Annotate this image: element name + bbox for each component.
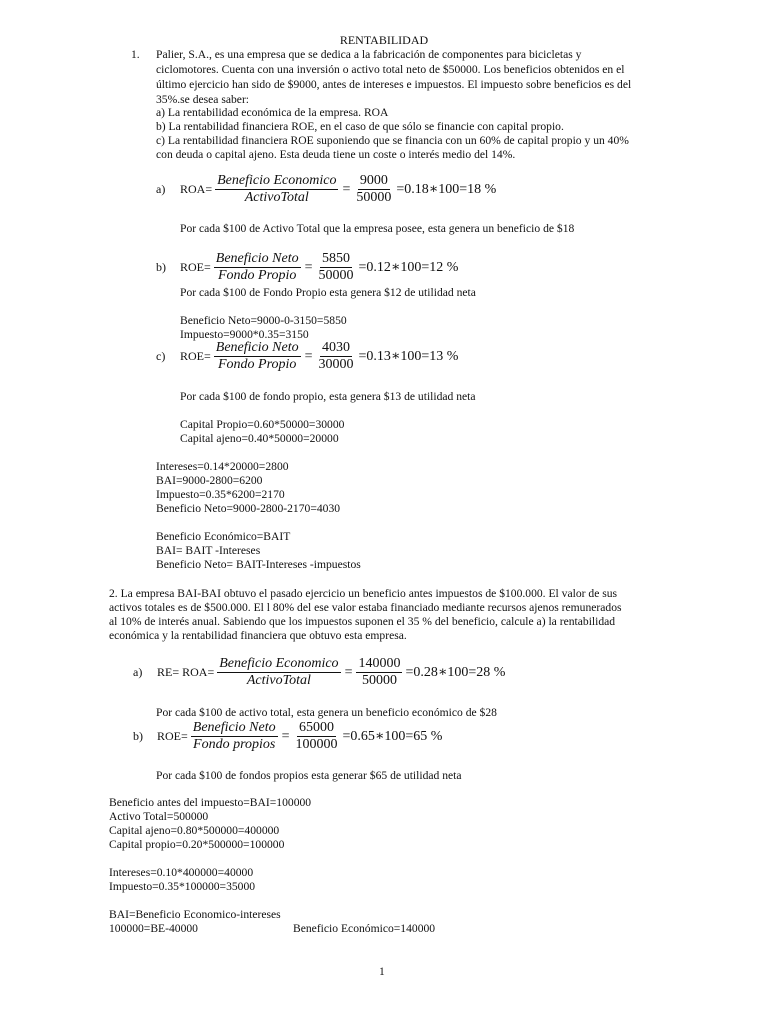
calculation-line: Impuesto=0.35*100000=35000 <box>109 880 256 893</box>
definition-line: Beneficio Neto= BAIT-Intereses -impuestos <box>156 558 361 571</box>
calculation-line: Impuesto=0.35*6200=2170 <box>156 488 285 501</box>
calculation-line: Intereses=0.14*20000=2800 <box>156 460 289 473</box>
problem-1-line: 35%.se desea saber: <box>156 93 250 106</box>
calculation-line: Beneficio Neto=9000-2800-2170=4030 <box>156 502 341 515</box>
equation-result: =0.18∗100=18 % <box>396 182 497 197</box>
fraction-numerator: Beneficio Economico <box>217 173 337 188</box>
equation-label: c) <box>156 349 166 363</box>
problem-1-line: a) La rentabilidad económica de la empresa. ROA <box>156 106 389 119</box>
numeric-fraction <box>294 720 340 753</box>
fraction-denominator: Fondo Propio <box>217 268 297 283</box>
equation-result: =0.12∗100=12 % <box>358 260 459 275</box>
calculation-line: Capital ajeno=0.40*50000=20000 <box>180 432 339 445</box>
equals-sign: = <box>304 259 313 275</box>
equation-lhs: ROE= <box>157 729 188 743</box>
explanation-1b: Por cada $100 de Fondo Propio esta genera $12 de utilidad neta <box>180 286 476 299</box>
fraction-denominator: Fondo Propio <box>217 357 297 372</box>
calculation-line: BAI=Beneficio Economico-intereses <box>109 908 281 921</box>
equation-2b <box>133 720 442 753</box>
equation-1b <box>156 251 458 284</box>
fraction-numerator: 9000 <box>359 173 388 188</box>
problem-1-line: ciclomotores. Cuenta con una inversión o activo total neto de $50000. Los beneficios obtenidos en el <box>156 63 625 76</box>
equation-label: a) <box>156 182 166 196</box>
symbolic-fraction <box>215 173 338 206</box>
fraction-denominator: 30000 <box>318 357 354 372</box>
equation-result: =0.13∗100=13 % <box>358 349 459 364</box>
equals-sign: = <box>281 728 290 744</box>
fraction-numerator: 5850 <box>322 251 350 266</box>
calculation-line: 100000=BE-40000 <box>109 922 198 935</box>
equation-lhs: RE= ROA= <box>157 665 215 679</box>
fraction-numerator: Beneficio Neto <box>192 720 276 735</box>
numeric-fraction <box>356 656 402 689</box>
calculation-line: Impuesto=9000*0.35=3150 <box>180 328 309 341</box>
problem-2-line: al 10% de interés anual. Sabiendo que los impuestos suponen el 35 % del beneficio, calcule a) la rentabilidad <box>109 615 616 628</box>
symbolic-fraction <box>214 340 301 373</box>
calculation-line: Beneficio Neto=9000-0-3150=5850 <box>180 314 347 327</box>
explanation-1a: Por cada $100 de Activo Total que la empresa posee, esta genera un beneficio de $18 <box>180 222 575 235</box>
problem-2-line: económica y la rentabilidad financiera que obtuvo esta empresa. <box>109 629 407 642</box>
fraction-denominator: Fondo propios <box>193 737 276 752</box>
numeric-fraction <box>317 251 356 284</box>
equation-lhs: ROA= <box>180 182 213 196</box>
equation-label: b) <box>156 260 166 274</box>
equals-sign: = <box>304 348 313 364</box>
problem-1-number: 1. <box>131 48 140 61</box>
problem-1-line: con deuda o capital ajeno. Esta deuda tiene un coste o interés medio del 14%. <box>156 148 516 161</box>
definition-line: BAI= BAIT -Intereses <box>156 544 261 557</box>
equation-lhs: ROE= <box>180 349 211 363</box>
fraction-numerator: 140000 <box>358 656 401 671</box>
equation-lhs: ROE= <box>180 260 211 274</box>
fraction-numerator: 65000 <box>299 720 334 735</box>
calculation-line: Capital ajeno=0.80*500000=400000 <box>109 824 280 837</box>
calculation-line: Beneficio antes del impuesto=BAI=100000 <box>109 796 312 809</box>
problem-1-line: Palier, S.A., es una empresa que se dedica a la fabricación de componentes para bicicletas y <box>156 48 582 61</box>
calculation-line: BAI=9000-2800=6200 <box>156 474 263 487</box>
fraction-denominator: 50000 <box>356 190 392 205</box>
fraction-denominator: 100000 <box>295 737 338 752</box>
explanation-2a: Por cada $100 de activo total, esta genera un beneficio económico de $28 <box>156 706 497 719</box>
fraction-denominator: ActivoTotal <box>244 190 309 205</box>
problem-1-line: último ejercicio han sido de $9000, antes de intereses e impuestos. El impuesto sobre beneficios es del <box>156 78 632 91</box>
equation-result: =0.28∗100=28 % <box>405 665 506 680</box>
symbolic-fraction <box>191 720 278 753</box>
symbolic-fraction <box>214 251 301 284</box>
definition-line: Beneficio Económico=BAIT <box>156 530 291 543</box>
equation-result: =0.65∗100=65 % <box>342 729 443 744</box>
equation-1c <box>156 340 458 373</box>
calculation-line: Capital Propio=0.60*50000=30000 <box>180 418 345 431</box>
equation-2a <box>133 656 505 689</box>
fraction-numerator: Beneficio Economico <box>219 656 339 671</box>
fraction-numerator: Beneficio Neto <box>215 251 299 266</box>
equation-1a <box>156 173 496 206</box>
fraction-numerator: Beneficio Neto <box>215 340 299 355</box>
calculation-line: Activo Total=500000 <box>109 810 209 823</box>
calculation-line: Intereses=0.10*400000=40000 <box>109 866 254 879</box>
equals-sign: = <box>344 664 353 680</box>
calculation-line: Beneficio Económico=140000 <box>293 922 436 935</box>
numeric-fraction <box>317 340 356 373</box>
page-number: 1 <box>379 965 385 978</box>
problem-1-line: b) La rentabilidad financiera ROE, en el caso de que sólo se financie con capital propio. <box>156 120 564 133</box>
fraction-numerator: 4030 <box>322 340 350 355</box>
fraction-denominator: 50000 <box>318 268 354 283</box>
fraction-denominator: 50000 <box>361 673 397 688</box>
problem-2-line: 2. La empresa BAI-BAI obtuvo el pasado ejercicio un beneficio antes impuestos de $100.000. El valor de sus <box>109 587 618 600</box>
fraction-denominator: ActivoTotal <box>246 673 311 688</box>
equation-label: a) <box>133 665 143 679</box>
symbolic-fraction <box>217 656 340 689</box>
numeric-fraction <box>354 173 393 206</box>
calculation-line: Capital propio=0.20*500000=100000 <box>109 838 285 851</box>
equals-sign: = <box>342 181 351 197</box>
problem-2-line: activos totales es de $500.000. El l 80% del ese valor estaba financiado mediante recursos ajenos remunerados <box>109 601 622 614</box>
document-title: RENTABILIDAD <box>339 33 429 47</box>
explanation-2b: Por cada $100 de fondos propios esta generar $65 de utilidad neta <box>156 769 462 782</box>
explanation-1c: Por cada $100 de fondo propio, esta genera $13 de utilidad neta <box>180 390 476 403</box>
problem-1-line: c) La rentabilidad financiera ROE suponiendo que se financia con un 60% de capital propio y un 40% <box>156 134 629 147</box>
equation-label: b) <box>133 729 143 743</box>
